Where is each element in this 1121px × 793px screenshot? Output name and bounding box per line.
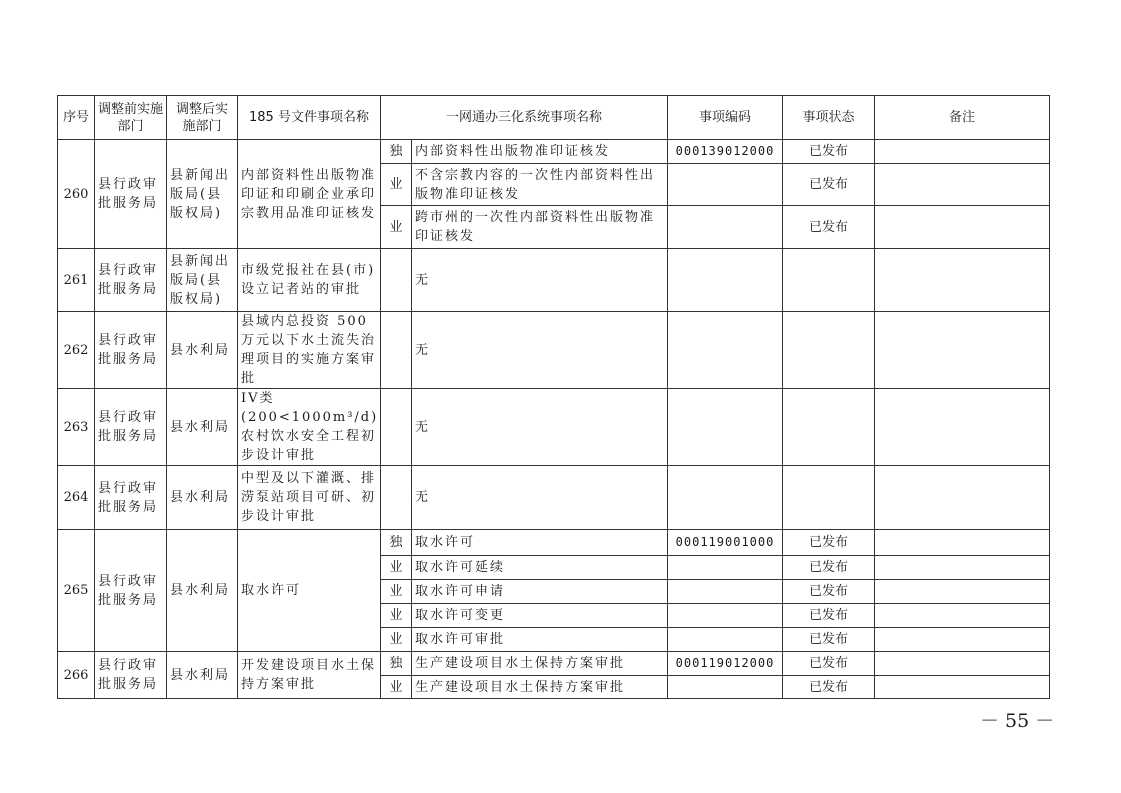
row-item-185-cell: 内部资料性出版物准印证和印刷企业承印宗教用品准印证核发 — [238, 140, 381, 249]
sub-item-status-cell: 已发布 — [783, 628, 875, 652]
row-seq-cell: 265 — [58, 530, 95, 652]
sub-type-cell: 业 — [381, 676, 412, 699]
sub-item-name-cell: 取水许可 — [412, 530, 668, 556]
row-dept-before-cell: 县行政审批服务局 — [95, 530, 167, 652]
remark-cell — [875, 140, 1050, 164]
sub-item-name-cell: 内部资料性出版物准印证核发 — [412, 140, 668, 164]
table-body — [58, 140, 1050, 699]
sub-item-status-cell: 已发布 — [783, 652, 875, 676]
header-row — [58, 96, 1050, 140]
remark-cell — [875, 604, 1050, 628]
row-dept-after-cell: 县水利局 — [167, 652, 238, 699]
header-item-185: 185 号文件事项名称 — [238, 96, 381, 140]
sub-item-name-cell: 生产建设项目水土保持方案审批 — [412, 652, 668, 676]
remark-cell — [875, 530, 1050, 556]
sub-item-status-cell: 已发布 — [783, 530, 875, 556]
sub-type-cell: 独 — [381, 140, 412, 164]
row-dept-before-cell: 县行政审批服务局 — [95, 140, 167, 249]
sub-item-status-cell: 已发布 — [783, 676, 875, 699]
row-dept-before-cell: 县行政审批服务局 — [95, 389, 167, 466]
sub-item-code-cell — [668, 604, 783, 628]
remark-cell — [875, 164, 1050, 206]
table-row — [58, 140, 1050, 164]
sub-item-status-cell: 已发布 — [783, 206, 875, 249]
sub-item-name-cell: 生产建设项目水土保持方案审批 — [412, 676, 668, 699]
sub-item-name-cell: 不含宗教内容的一次性内部资料性出版物准印证核发 — [412, 164, 668, 206]
sub-item-code-cell — [668, 206, 783, 249]
sub-item-code-cell — [668, 389, 783, 466]
table-row — [58, 466, 1050, 530]
sub-type-cell: 业 — [381, 164, 412, 206]
row-dept-after-cell: 县水利局 — [167, 312, 238, 389]
row-item-185-cell: 县域内总投资 500 万元以下水土流失治理项目的实施方案审批 — [238, 312, 381, 389]
row-item-185-cell: 市级党报社在县(市)设立记者站的审批 — [238, 249, 381, 312]
remark-cell — [875, 652, 1050, 676]
remark-cell — [875, 676, 1050, 699]
sub-item-status-cell: 已发布 — [783, 580, 875, 604]
header-item-status: 事项状态 — [783, 96, 875, 140]
header-remark: 备注 — [875, 96, 1050, 140]
row-seq-cell: 266 — [58, 652, 95, 699]
sub-item-status-cell: 已发布 — [783, 556, 875, 580]
row-seq-cell: 264 — [58, 466, 95, 530]
sub-item-code-cell — [668, 312, 783, 389]
page-number: － 55 － — [980, 710, 1055, 732]
sub-item-code-cell: 000119012000 — [668, 652, 783, 676]
sub-type-cell: 业 — [381, 580, 412, 604]
sub-type-cell: 独 — [381, 652, 412, 676]
sub-type-cell — [381, 312, 412, 389]
row-dept-after-cell: 县新闻出版局(县版权局) — [167, 140, 238, 249]
row-item-185-cell: 中型及以下灌溉、排涝泵站项目可研、初步设计审批 — [238, 466, 381, 530]
row-dept-after-cell: 县水利局 — [167, 466, 238, 530]
header-dept-before: 调整前实施部门 — [95, 96, 167, 140]
remark-cell — [875, 580, 1050, 604]
row-dept-before-cell: 县行政审批服务局 — [95, 249, 167, 312]
sub-item-code-cell — [668, 164, 783, 206]
remark-cell — [875, 389, 1050, 466]
row-dept-before-cell: 县行政审批服务局 — [95, 466, 167, 530]
sub-item-code-cell — [668, 628, 783, 652]
sub-item-name-cell: 无 — [412, 389, 668, 466]
sub-item-name-cell: 取水许可申请 — [412, 580, 668, 604]
row-item-185-cell: 取水许可 — [238, 530, 381, 652]
table-row — [58, 312, 1050, 389]
sub-item-code-cell — [668, 676, 783, 699]
remark-cell — [875, 466, 1050, 530]
sub-type-cell: 业 — [381, 628, 412, 652]
sub-type-cell: 业 — [381, 604, 412, 628]
sub-item-status-cell — [783, 389, 875, 466]
row-dept-after-cell: 县水利局 — [167, 530, 238, 652]
table-row — [58, 389, 1050, 466]
remark-cell — [875, 312, 1050, 389]
sub-type-cell: 业 — [381, 206, 412, 249]
sub-type-cell: 业 — [381, 556, 412, 580]
table-row — [58, 249, 1050, 312]
header-system-item-name: 一网通办三化系统事项名称 — [381, 96, 668, 140]
sub-item-name-cell: 无 — [412, 466, 668, 530]
remark-cell — [875, 249, 1050, 312]
header-dept-after: 调整后实施部门 — [167, 96, 238, 140]
remark-cell — [875, 556, 1050, 580]
sub-item-name-cell: 取水许可延续 — [412, 556, 668, 580]
sub-item-status-cell — [783, 312, 875, 389]
remark-cell — [875, 628, 1050, 652]
sub-item-status-cell — [783, 249, 875, 312]
header-seq: 序号 — [58, 96, 95, 140]
sub-type-cell — [381, 466, 412, 530]
sub-item-code-cell — [668, 466, 783, 530]
table-row — [58, 530, 1050, 556]
sub-type-cell — [381, 389, 412, 466]
sub-item-status-cell: 已发布 — [783, 164, 875, 206]
sub-item-name-cell: 无 — [412, 312, 668, 389]
sub-item-code-cell — [668, 556, 783, 580]
row-dept-after-cell: 县水利局 — [167, 389, 238, 466]
row-dept-after-cell: 县新闻出版局(县版权局) — [167, 249, 238, 312]
sub-item-status-cell: 已发布 — [783, 604, 875, 628]
row-seq-cell: 260 — [58, 140, 95, 249]
row-seq-cell: 261 — [58, 249, 95, 312]
sub-item-status-cell — [783, 466, 875, 530]
sub-item-status-cell: 已发布 — [783, 140, 875, 164]
row-seq-cell: 263 — [58, 389, 95, 466]
sub-item-code-cell — [668, 249, 783, 312]
approval-items-table — [57, 95, 1050, 699]
sub-item-name-cell: 无 — [412, 249, 668, 312]
sub-type-cell: 独 — [381, 530, 412, 556]
header-item-code: 事项编码 — [668, 96, 783, 140]
row-item-185-cell: IV类(200<1000m³/d)农村饮水安全工程初步设计审批 — [238, 389, 381, 466]
table-row — [58, 652, 1050, 676]
sub-item-code-cell: 000139012000 — [668, 140, 783, 164]
row-dept-before-cell: 县行政审批服务局 — [95, 652, 167, 699]
sub-item-code-cell — [668, 580, 783, 604]
sub-item-name-cell: 跨市州的一次性内部资料性出版物准印证核发 — [412, 206, 668, 249]
row-item-185-cell: 开发建设项目水土保持方案审批 — [238, 652, 381, 699]
remark-cell — [875, 206, 1050, 249]
row-dept-before-cell: 县行政审批服务局 — [95, 312, 167, 389]
row-seq-cell: 262 — [58, 312, 95, 389]
sub-item-code-cell: 000119001000 — [668, 530, 783, 556]
sub-item-name-cell: 取水许可变更 — [412, 604, 668, 628]
sub-item-name-cell: 取水许可审批 — [412, 628, 668, 652]
sub-type-cell — [381, 249, 412, 312]
